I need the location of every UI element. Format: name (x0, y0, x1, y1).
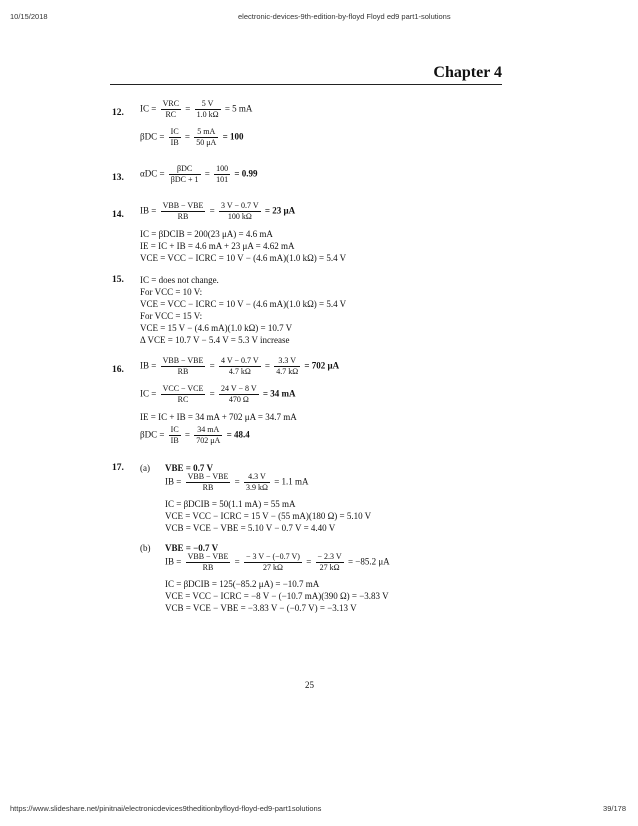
p17b-line-ic: IC = βDCIB = 125(−85.2 μA) = −10.7 mA (165, 579, 320, 589)
p14-line-ic: IC = βDCIB = 200(23 μA) = 4.6 mA (140, 229, 273, 239)
print-title: electronic-devices-9th-edition-by-floyd Floyd ed9 part1-solutions (238, 12, 451, 21)
p17b-label: (b) (140, 543, 151, 553)
p17b-line-vcb: VCB = VCE − VBE = −3.83 V − (−0.7 V) = −3.13 V (165, 603, 357, 613)
p14-line-vce: VCE = VCC − ICRC = 10 V − (4.6 mA)(1.0 kΩ) = 5.4 V (140, 253, 347, 263)
p15-line-5: VCE = 15 V − (4.6 mA)(1.0 kΩ) = 10.7 V (140, 323, 293, 333)
p15-line-2: For VCC = 10 V: (140, 287, 203, 297)
p17a-label: (a) (140, 463, 150, 473)
p15-line-6: Δ VCE = 10.7 V − 5.4 V = 5.3 V increase (140, 335, 290, 345)
problem-number-16: 16. (112, 365, 124, 375)
p16-line-1: IB = $\frac{\text{VBB − VBE}}{RB}$ = $\frac{4 V - 0.7 V}{4.7 k\Omega}$ = $\frac{3.3 V}{4.7 k\Omega}$ = 702 μA (140, 356, 340, 376)
problem-number-17: 17. (112, 463, 124, 473)
print-date: 10/15/2018 (10, 12, 48, 21)
p15-line-3: VCE = VCC − ICRC = 10 V − (4.6 mA)(1.0 kΩ) = 5.4 V (140, 299, 347, 309)
p17b-line-1: IB = $\frac{\text{VBB − VBE}}{RB}$ = $\frac{- 3 V - (-0.7 V)}{27 k\Omega}$ = $\frac{- 2.3 V}{27 k\Omega}$ = −85.2 μA (165, 552, 390, 572)
chapter-rule (110, 84, 502, 85)
p17a-vbe: VBE = 0.7 V (165, 463, 213, 473)
problem-number-12: 12. (112, 108, 124, 118)
p14-line-1: IB = $\frac{\text{VBB − VBE}}{RB}$ = $\frac{3 V - 0.7 V}{100 k\Omega}$ = 23 μA (140, 201, 296, 221)
p15-line-1: IC = does not change. (140, 275, 219, 285)
p13-line-1: αDC = $\frac{\text{βDC}}{\text{βDC + 1}}$ = $\frac{100}{101}$ = 0.99 (140, 164, 258, 184)
p15-line-4: For VCC = 15 V: (140, 311, 203, 321)
p17a-line-ic: IC = βDCIB = 50(1.1 mA) = 55 mA (165, 499, 296, 509)
problem-number-14: 14. (112, 210, 124, 220)
print-url: https://www.slideshare.net/pinitnai/electronicdevices9theditionbyfloyd-floyd-ed9-part1solutions (10, 804, 322, 813)
p17a-line-vce: VCE = VCC − ICRC = 15 V − (55 mA)(180 Ω) = 5.10 V (165, 511, 372, 521)
p17b-line-vce: VCE = VCC − ICRC = −8 V − (−10.7 mA)(390 Ω) = −3.83 V (165, 591, 389, 601)
problem-number-15: 15. (112, 275, 124, 285)
p17a-line-vcb: VCB = VCE − VBE = 5.10 V − 0.7 V = 4.40 V (165, 523, 336, 533)
p17b-vbe: VBE = −0.7 V (165, 543, 219, 553)
p16-line-3: βDC = $\frac{IC}{IB}$ = $\frac{34 mA}{702 \mu A}$ = 48.4 (140, 425, 250, 445)
p16-line-ie: IE = IC + IB = 34 mA + 702 μA = 34.7 mA (140, 412, 297, 422)
p12-line-2: βDC = $\frac{IC}{IB}$ = $\frac{5 mA}{50 \mu A}$ = 100 (140, 127, 244, 147)
chapter-title: Chapter 4 (433, 64, 502, 81)
problem-number-13: 13. (112, 173, 124, 183)
page-number: 25 (305, 680, 314, 690)
p12-line-1: IC = $\frac{\text{VRC}}{RC}$ = $\frac{5 V}{1.0 k\Omega}$ = 5 mA (140, 99, 253, 119)
p17a-line-1: IB = $\frac{\text{VBB − VBE}}{RB}$ = $\frac{4.3 V}{3.9 k\Omega}$ = 1.1 mA (165, 472, 309, 492)
p14-line-ie: IE = IC + IB = 4.6 mA + 23 μA = 4.62 mA (140, 241, 295, 251)
print-page-count: 39/178 (603, 804, 626, 813)
p16-line-2: IC = $\frac{\text{VCC − VCE}}{RC}$ = $\frac{24 V - 8 V}{470 \Omega}$ = 34 mA (140, 384, 296, 404)
